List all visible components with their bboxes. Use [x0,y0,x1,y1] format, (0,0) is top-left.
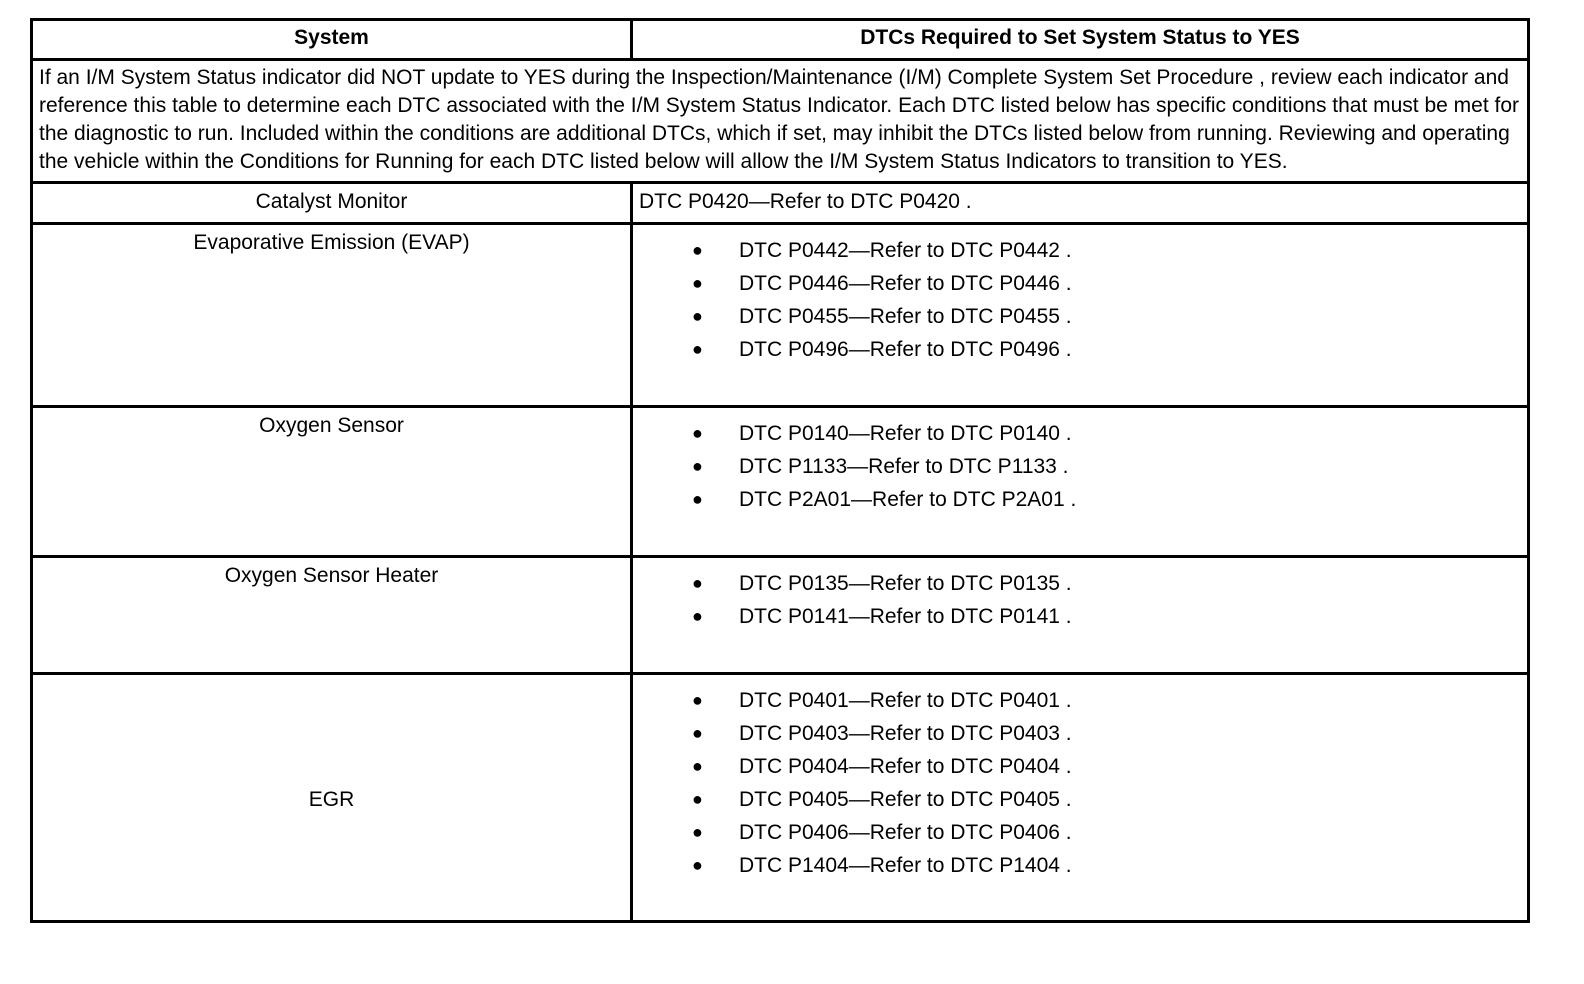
dtc-item-text: DTC P2A01—Refer to DTC P2A01 . [739,488,1077,511]
system-name: Evaporative Emission (EVAP) [32,224,632,407]
dtc-list-cell [632,674,1529,922]
dtc-list [634,559,1526,633]
dtc-item-text: DTC P0455—Refer to DTC P0455 . [739,305,1072,328]
dtc-list-item [634,267,1526,300]
dtc-item-text: DTC P1404—Refer to DTC P1404 . [739,854,1072,877]
bullet-icon: ● [692,822,703,842]
dtc-list-item [634,600,1526,633]
system-name: Catalyst Monitor [32,183,632,224]
dtc-item-text: DTC P0401—Refer to DTC P0401 . [739,689,1072,712]
table-header-row [32,20,1529,60]
dtc-list [634,409,1526,516]
dtc-item-text: DTC P0446—Refer to DTC P0446 . [739,272,1072,295]
dtc-item-text: DTC P0404—Refer to DTC P0404 . [739,755,1072,778]
dtc-list-item [634,300,1526,333]
dtc-item-text: DTC P0141—Refer to DTC P0141 . [739,605,1072,628]
dtc-item-text: DTC P0406—Refer to DTC P0406 . [739,821,1072,844]
bullet-icon: ● [692,456,703,476]
table-row-oxygen-sensor [32,407,1529,557]
dtc-text: DTC P0420—Refer to DTC P0420 . [632,183,1529,224]
dtc-item-text: DTC P0496—Refer to DTC P0496 . [739,338,1072,361]
bullet-icon: ● [692,756,703,776]
bullet-icon: ● [692,306,703,326]
dtc-list [634,676,1526,882]
bullet-icon: ● [692,789,703,809]
dtc-item-text: DTC P0403—Refer to DTC P0403 . [739,722,1072,745]
table-row-egr [32,674,1529,922]
header-dtcs-required: DTCs Required to Set System Status to YES [632,20,1529,60]
dtc-item-text: DTC P0135—Refer to DTC P0135 . [739,572,1072,595]
dtc-list-cell [632,224,1529,407]
dtc-item-text: DTC P1133—Refer to DTC P1133 . [739,455,1069,478]
dtc-list-item [634,750,1526,783]
bullet-icon: ● [692,273,703,293]
bullet-icon: ● [692,240,703,260]
bullet-icon: ● [692,723,703,743]
system-name: EGR [32,674,632,922]
intro-row [32,60,1529,183]
table-row-evap [32,224,1529,407]
bullet-icon: ● [692,489,703,509]
bullet-icon: ● [692,573,703,593]
dtc-list-item [634,483,1526,516]
bullet-icon: ● [692,339,703,359]
header-system: System [32,20,632,60]
dtc-item-text: DTC P0140—Refer to DTC P0140 . [739,422,1072,445]
dtc-item-text: DTC P0442—Refer to DTC P0442 . [739,239,1072,262]
table-row-catalyst-monitor [32,183,1529,224]
dtc-list [634,226,1526,366]
dtc-list-item [634,567,1526,600]
dtc-list-item [634,783,1526,816]
dtc-list-item [634,450,1526,483]
intro-paragraph: If an I/M System Status indicator did NOT update to YES during the Inspection/Maintenance (I/M) Complete System Set Procedure , review each indicator and reference this table to determine each DTC associated with the I/M System Status Indicator. Each DTC listed below has specific conditions that must be met for the diagnostic to run. Included within the conditions are additional DTCs, which if set, may inhibit the DTCs listed below from running. Reviewing and operating the vehicle within the Conditions for Running for each DTC listed below will allow the I/M System Status Indicators to transition to YES. [32,60,1529,183]
dtc-list-item [634,234,1526,267]
dtc-list-cell [632,407,1529,557]
dtc-list-item [634,684,1526,717]
dtc-list-item [634,717,1526,750]
dtc-list-item [634,417,1526,450]
dtc-list-item [634,333,1526,366]
bullet-icon: ● [692,690,703,710]
bullet-icon: ● [692,855,703,875]
system-name: Oxygen Sensor [32,407,632,557]
im-system-status-table [30,18,1530,923]
dtc-list-item [634,816,1526,849]
table-row-oxygen-sensor-heater [32,557,1529,674]
dtc-list-cell [632,557,1529,674]
bullet-icon: ● [692,423,703,443]
system-name: Oxygen Sensor Heater [32,557,632,674]
dtc-item-text: DTC P0405—Refer to DTC P0405 . [739,788,1072,811]
dtc-list-item [634,849,1526,882]
bullet-icon: ● [692,606,703,626]
